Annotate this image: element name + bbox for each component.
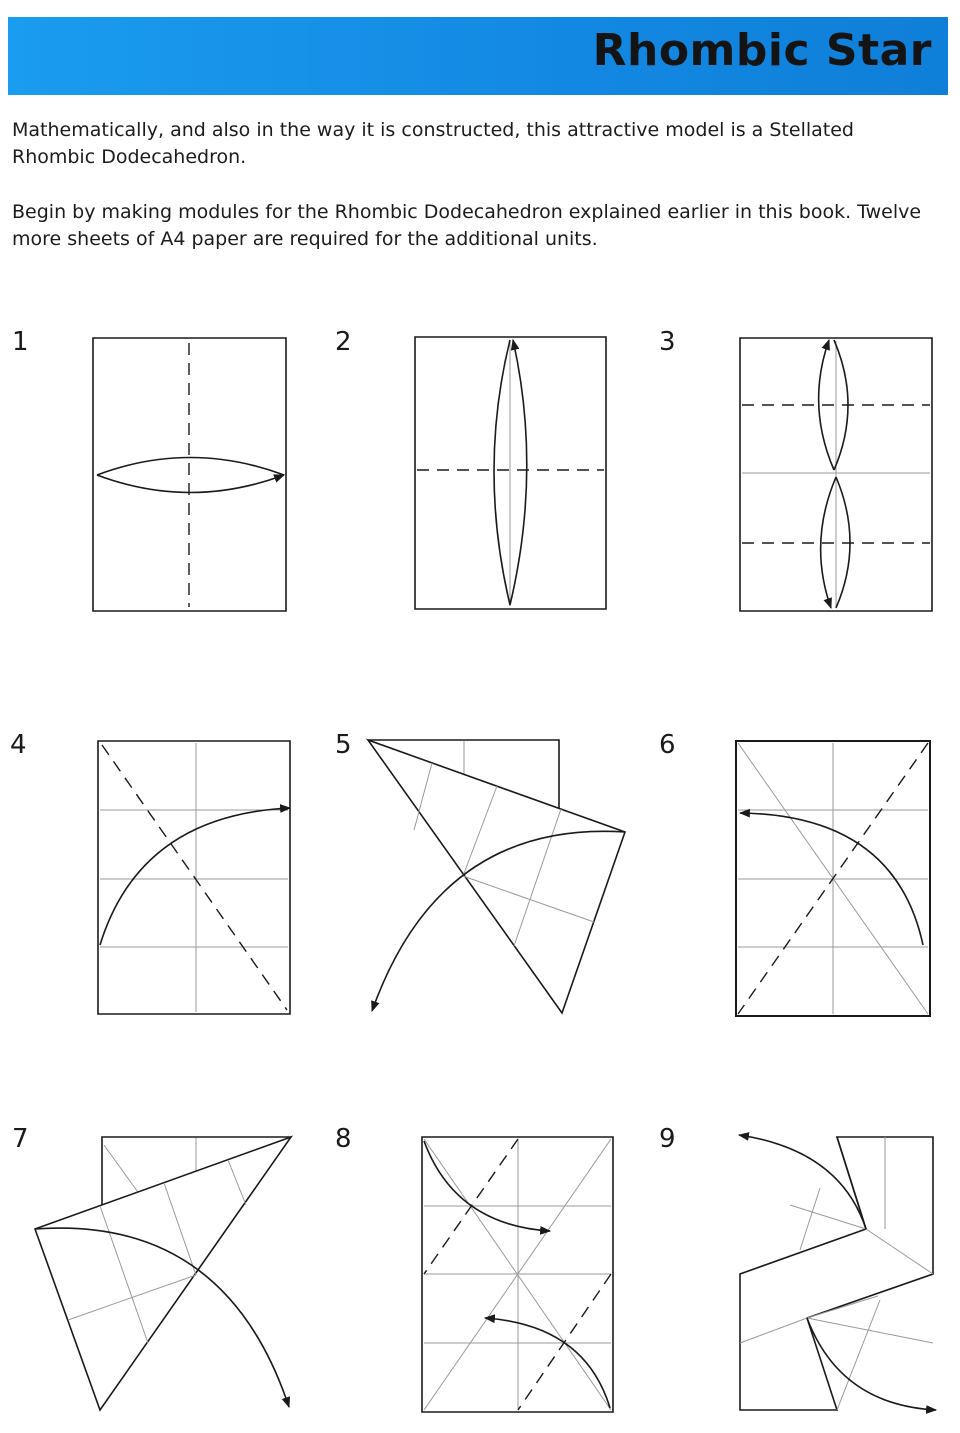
fold-curve (97, 458, 284, 476)
step-number-3: 3 (659, 327, 676, 357)
step-5-diagram (368, 740, 625, 1013)
step-number-8: 8 (335, 1124, 352, 1154)
diagonal-valley-fold (102, 745, 287, 1010)
fold-arrow (100, 808, 290, 945)
step-9-diagram (739, 1135, 936, 1410)
step-3-diagram (740, 338, 932, 611)
step-8-diagram (422, 1137, 613, 1412)
step-number-1: 1 (12, 327, 29, 357)
step-1-diagram (93, 338, 286, 611)
crease-line (837, 1300, 880, 1410)
step-number-9: 9 (659, 1124, 676, 1154)
intro-paragraph-1: Mathematically, and also in the way it is constructed, this attractive model is a Stellated Rhombic Dodecahedron. (12, 119, 854, 168)
crease-line (104, 1145, 140, 1195)
step-2-diagram (415, 337, 606, 609)
step-number-7: 7 (12, 1124, 29, 1154)
fold-arrow (97, 475, 284, 493)
folded-flap (368, 740, 625, 1013)
step-number-4: 4 (10, 730, 27, 760)
crease-line (800, 1188, 820, 1250)
step-6-diagram (736, 741, 930, 1016)
fold-arrow-upper (424, 1141, 550, 1231)
page-title: Rhombic Star (592, 25, 932, 76)
step-number-5: 5 (335, 730, 352, 760)
intro-paragraph-2: Begin by making modules for the Rhombic Dodecahedron explained earlier in this book. Twelve more sheets of A4 paper are required for the additional units. (12, 201, 922, 250)
step-number-6: 6 (659, 730, 676, 760)
folded-unit-outline (740, 1137, 933, 1410)
step-number-2: 2 (335, 327, 352, 357)
step-7-diagram (35, 1137, 291, 1410)
crease-line (790, 1205, 866, 1229)
fold-arrow-lower (485, 1318, 610, 1408)
fold-curve (494, 340, 510, 605)
crease-line (807, 1318, 933, 1343)
fold-arrow (510, 340, 527, 605)
folded-flap (35, 1137, 291, 1410)
step-4-diagram (98, 741, 290, 1014)
